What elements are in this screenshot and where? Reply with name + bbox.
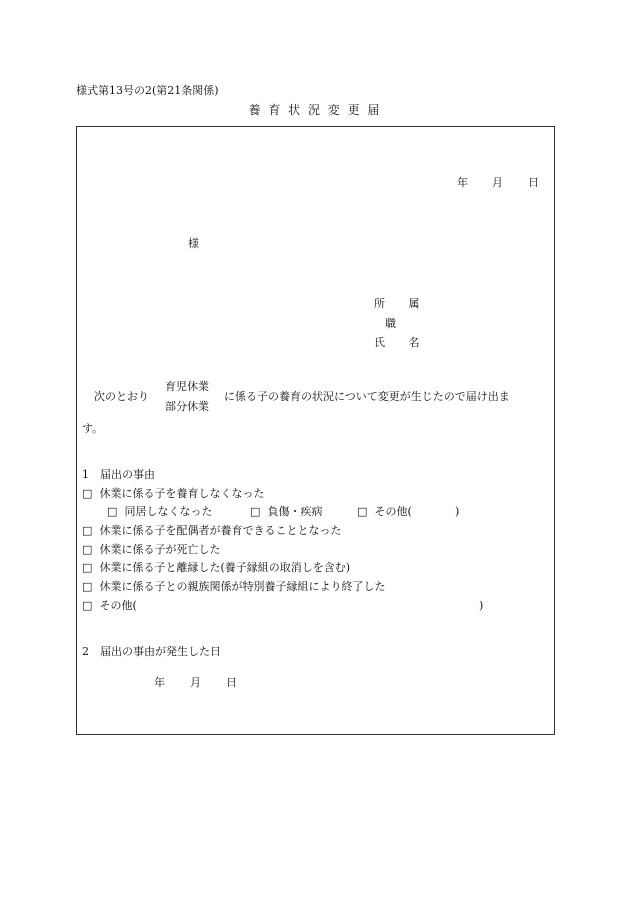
reason-label: 休業に係る子が死亡した bbox=[99, 543, 221, 556]
reason-item bbox=[82, 581, 386, 592]
reason-sub-label: 同居しなくなった bbox=[124, 505, 213, 518]
name-label: 氏 名 bbox=[374, 336, 430, 349]
statement-suffix: に係る子の養育の状況について変更が生じたので届け出ま bbox=[224, 390, 510, 403]
checkbox[interactable]: □ bbox=[82, 487, 93, 500]
section2-heading: 2 届出の事由が発生した日 bbox=[82, 645, 221, 658]
statement-option-partial-leave: 部分休業 bbox=[165, 400, 209, 413]
form-title: 養 育 状 況 変 更 届 bbox=[248, 103, 382, 117]
statement-option-childcare-leave: 育児休業 bbox=[165, 380, 209, 393]
checkbox[interactable]: □ bbox=[82, 543, 93, 556]
checkbox[interactable]: □ bbox=[357, 505, 368, 518]
reason-label: 休業に係る子を養育しなくなった bbox=[99, 487, 265, 500]
addressee-honorific: 様 bbox=[188, 237, 199, 250]
section1-heading: 1 届出の事由 bbox=[82, 468, 155, 481]
reason-item bbox=[82, 525, 342, 536]
reason-item bbox=[82, 562, 350, 573]
affiliation-label: 所 属 bbox=[374, 297, 430, 310]
reason-other-close-paren: ) bbox=[479, 599, 484, 612]
reason-sub-item bbox=[357, 506, 412, 517]
checkbox[interactable]: □ bbox=[82, 561, 93, 574]
form-number: 様式第13号の2(第21条関係) bbox=[76, 84, 219, 97]
occurrence-year-label: 年 bbox=[154, 676, 165, 689]
position-label: 職 bbox=[385, 317, 396, 330]
reason-sub-item bbox=[250, 506, 323, 517]
reason-label: 休業に係る子との親族関係が特別養子縁組により終了した bbox=[99, 580, 386, 593]
checkbox[interactable]: □ bbox=[107, 505, 118, 518]
reason-label: その他( bbox=[99, 599, 137, 612]
reason-sub-close-paren: ) bbox=[455, 505, 460, 518]
occurrence-month-label: 月 bbox=[190, 676, 201, 689]
reason-item bbox=[82, 600, 137, 611]
statement-prefix: 次のとおり bbox=[94, 390, 149, 403]
reason-label: 休業に係る子を配偶者が養育できることとなった bbox=[99, 524, 342, 537]
reason-label: 休業に係る子と離縁した(養子縁組の取消しを含む) bbox=[99, 561, 351, 574]
reason-sub-label: その他( bbox=[374, 505, 412, 518]
reason-item bbox=[82, 544, 221, 555]
reason-sub-label: 負傷・疾病 bbox=[267, 505, 323, 518]
reason-sub-item bbox=[107, 506, 213, 517]
form-box bbox=[76, 126, 555, 735]
submission-month-label: 月 bbox=[492, 176, 503, 189]
submission-day-label: 日 bbox=[528, 176, 539, 189]
reason-item bbox=[82, 488, 265, 499]
occurrence-day-label: 日 bbox=[226, 676, 237, 689]
statement-wrap: す。 bbox=[82, 422, 104, 435]
submission-year-label: 年 bbox=[457, 176, 468, 189]
checkbox[interactable]: □ bbox=[82, 580, 93, 593]
checkbox[interactable]: □ bbox=[82, 524, 93, 537]
checkbox[interactable]: □ bbox=[82, 599, 93, 612]
checkbox[interactable]: □ bbox=[250, 505, 261, 518]
